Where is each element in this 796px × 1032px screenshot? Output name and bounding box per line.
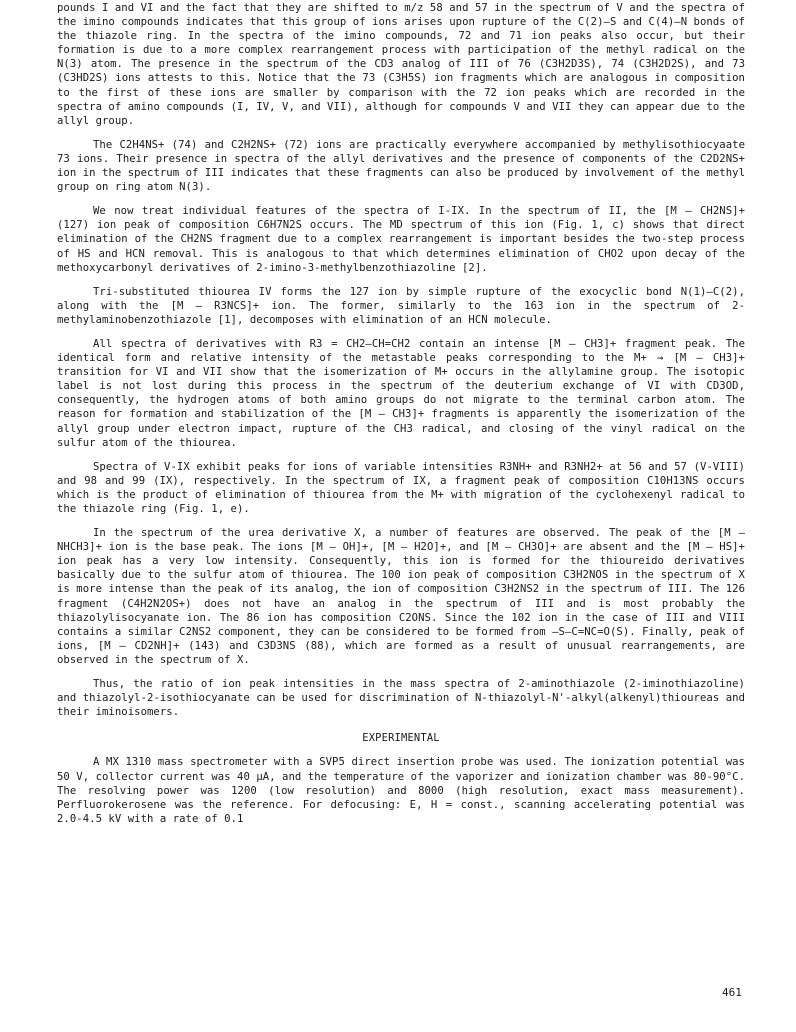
paragraph-ion-composition: The C2H4NS+ (74) and C2H2NS+ (72) ions are practically everywhere accompanied by methylisothiocyaate 73 ions. Their presence in spectra of the allyl derivatives and the presence of components of the C2D2NS+ ion in the spectrum of III indicates that these fragments can also be produced by involvement of the methyl group on ring atom N(3). [57,138,745,194]
section-heading-experimental: EXPERIMENTAL [362,732,440,745]
paragraph-experimental: A MX 1310 mass spectrometer with a SVP5 direct insertion probe was used. The ionization potential was 50 V, collector current was 40 μA, and the temperature of the vaporizer and ionization chamber was 80-90°C. The resolving power was 1200 (low resolution) and 8000 (high resolution, exact mass measurement). Perfluorokerosene was the reference. For defocusing: E, H = const., scanning accelerating potential was 2.0-4.5 kV with a rate of 0.1 [57,756,745,825]
body-text [57,1,745,836]
paragraph-spectra-v-ix: Spectra of V-IX exhibit peaks for ions of variable intensities R3NH+ and R3NH2+ at 56 and 57 (V-VIII) and 98 and 99 (IX), respectively. In the spectrum of IX, a fragment peak of composition C10H13NS occurs which is the product of elimination of thiourea from the M+ with migration of the cyclohexenyl radical to the thiazole ring (Fig. 1, e). [57,460,745,515]
paragraph-continued: pounds I and VI and the fact that they are shifted to m/z 58 and 57 in the spectrum of V and the spectra of the imino compounds indicates that this group of ions arises upon rupture of the C(2)–S and C(4)–N bonds of the thiazole ring. In the spectra of the imino compounds, 72 and 71 ion peaks also occur, but their formation is due to a more complex rearrangement process with participation of the methyl radical on the N(3) atom. The presence in the spectrum of the CD3 analog of III of 76 (C3H2D3S), 74 (C3H2D2S), and 73 (C3HD2S) ions attests to this. Notice that the 73 (C3H5S) ion fragments which are analogous in composition to the first of these ions are smaller by comparison with the 72 ion peaks which are recorded in the spectra of amino compounds (I, IV, V, and VII), although for compounds V and VII they can appear due to the allyl group. [57,2,745,127]
paragraph-trisubstituted-thiourea: Tri-substituted thiourea IV forms the 127 ion by simple rupture of the exocyclic bond N(1)–C(2), along with the [M – R3NCS]+ ion. The former, similarly to the 163 ion in the spectrum of 2-methylaminobenzothiazole [1], decomposes with elimination of an HCN molecule. [57,285,745,326]
page-number: 461 [722,986,742,999]
paragraph-urea-derivative: In the spectrum of the urea derivative X, a number of features are observed. The peak of the [M – NHCH3]+ ion is the base peak. The ions [M – OH]+, [M – H2O]+, and [M – CH3O]+ are absent and the [M – HS]+ ion peak has a very low intensity. Consequently, this ion is formed for the thioureido derivatives basically due to the sulfur atom of thiourea. The 100 ion peak of composition C3H2NOS in the spectrum of X is more intense than the peak of its analog, the ion of composition C3H2NS2 in the spectrum of III. The 126 fragment (C4H2N2OS+) does not have an analog in the spectrum of III and is most probably the thiazolylisocyanate ion. The 86 ion has composition C2ONS. Since the 102 ion in the case of III and VIII contains a similar C2NS2 component, they can be considered to be formed from —S—C=NC=O(S). Finally, peak of ions, [M – CD2NH]+ (143) and C3D3NS (88), which are formed as a result of unusual rearrangements, are observed in the spectrum of X. [57,527,745,666]
paragraph-individual-features: We now treat individual features of the spectra of I-IX. In the spectrum of II, the [M – CH2NS]+ (127) ion peak of composition C6H7N2S occurs. The MD spectrum of this ion (Fig. 1, c) shows that direct elimination of the CH2NS fragment due to a complex rearrangement is important besides the two-step process of HS and HCN removal. This is analogous to that which determines elimination of CHO2 upon decay of the methoxycarbonyl derivatives of 2-imino-3-methylbenzothiazoline [2]. [57,205,745,274]
paragraph-conclusion: Thus, the ratio of ion peak intensities in the mass spectra of 2-aminothiazole (2-iminothiazoline) and thiazolyl-2-isothiocyanate can be used for discrimination of N-thiazolyl-N'-alkyl(alkenyl)thioureas and their iminoisomers. [57,678,745,719]
paragraph-allyl-derivatives: All spectra of derivatives with R3 = CH2–CH=CH2 contain an intense [M – CH3]+ fragment peak. The identical form and relative intensity of the metastable peaks corresponding to the M+ → [M – CH3]+ transition for VI and VII show that the isomerization of M+ occurs in the allylamine group. The isotopic label is not lost during this process in the spectrum of the deuterium exchange of VI with CD3OD, consequently, the hydrogen atoms of both amino groups do not migrate to the terminal carbon atom. The reason for formation and stabilization of the [M – CH3]+ fragments is apparently the isomerization of the allyl group under electron impact, rupture of the CH3 radical, and closing of the vinyl radical on the sulfur atom of the thiourea. [57,337,745,449]
